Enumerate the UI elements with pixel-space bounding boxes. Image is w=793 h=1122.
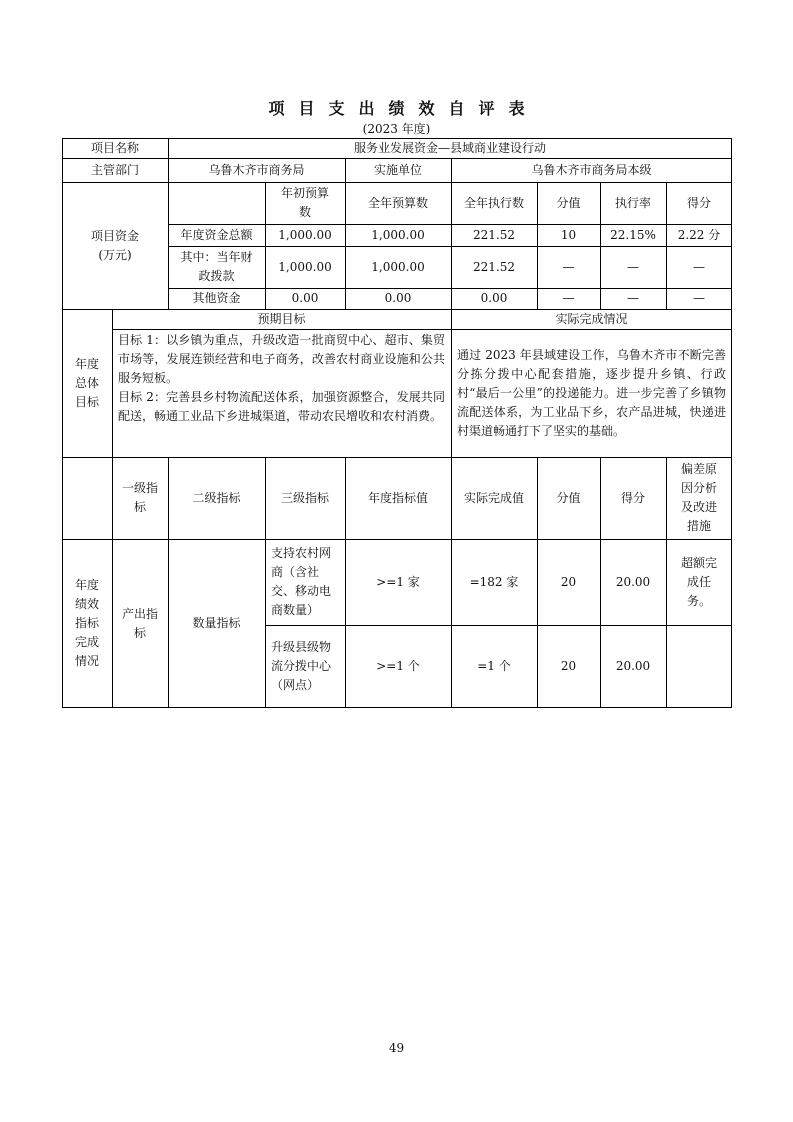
funds-row-fiscal-initial: 1,000.00 (278, 259, 332, 274)
grid-line (265, 457, 266, 708)
funds-unit-text: (万元) (98, 247, 132, 262)
project-name-value: 服务业发展资金—县域商业建设行动 (353, 140, 546, 155)
ind-header-got: 得分 (620, 490, 645, 505)
grid-line (537, 457, 538, 708)
impl-unit-label: 实施单位 (373, 162, 422, 177)
funds-row-other-annual: 0.00 (384, 291, 412, 305)
grid-line (265, 182, 266, 309)
grid-line (62, 457, 732, 458)
funds-row-other-got: — (693, 291, 705, 305)
ind-row2-score: 20 (560, 659, 577, 673)
grid-line (62, 539, 732, 540)
ind-row2-level3: 升级县级物流分拨中心（网点） (271, 640, 332, 692)
funds-label (62, 182, 168, 309)
expected-goal-header: 预期目标 (257, 311, 306, 326)
ind-row2-actual: =1 个 (477, 659, 511, 673)
ind-row1-note: 超额完成任务。 (680, 555, 717, 608)
funds-row-total-initial: 1,000.00 (278, 227, 332, 242)
ind-row2-target: >=1 个 (376, 659, 420, 673)
expected-goal-text (112, 329, 451, 457)
grid-line (265, 625, 732, 626)
funds-row-fiscal-score: — (562, 259, 575, 274)
funds-row-total-got: 2.22 分 (677, 227, 721, 242)
grid-line (666, 457, 667, 708)
page-title: 项目支出绩效自评表 (268, 99, 539, 118)
ind-row1-target: >=1 家 (376, 574, 420, 589)
grid-line (168, 246, 732, 247)
grid-line (451, 158, 452, 309)
ind-row1-got: 20.00 (615, 574, 651, 589)
funds-row-fiscal-label: 其中：当年财政拨款 (180, 250, 253, 283)
ind-row2-note (666, 625, 732, 708)
grid-line (345, 457, 346, 708)
funds-row-total-executed: 221.52 (473, 227, 515, 242)
grid-line (112, 329, 732, 330)
funds-label-text: 项目资金 (90, 228, 139, 243)
ind-level2-value: 数量指标 (192, 616, 241, 630)
grid-line (451, 309, 452, 457)
page-number: 49 (388, 1041, 405, 1055)
funds-row-other-label: 其他资金 (192, 291, 241, 305)
annual-goal-label: 年度总体目标 (74, 356, 99, 409)
ind-row2-got: 20.00 (615, 659, 651, 673)
funds-row-total-annual: 1,000.00 (371, 227, 425, 242)
funds-row-total-label: 年度资金总额 (180, 227, 253, 242)
funds-header-initial: 年初预算数 (280, 186, 329, 219)
dept-value: 乌鲁木齐市商务局 (208, 162, 305, 177)
funds-row-fiscal-rate: — (627, 259, 639, 274)
ind-header-level3: 三级指标 (280, 490, 329, 505)
funds-row-total-score: 10 (560, 227, 577, 242)
ind-header-target: 年度指标值 (367, 490, 428, 505)
funds-header-got: 得分 (686, 195, 711, 210)
funds-header-annual: 全年预算数 (367, 195, 428, 210)
ind-row1-level3: 支持农村网商（含社交、移动电商数量） (271, 546, 332, 617)
grid-line (600, 182, 601, 309)
grid-line (168, 138, 169, 309)
ind-header-level1: 一级指标 (122, 481, 159, 514)
ind-header-actual: 实际完成值 (463, 490, 524, 505)
grid-line (451, 457, 452, 708)
page-subtitle: (2023 年度) (362, 122, 431, 136)
goal-2-text: 目标 2：完善县乡村物流配送体系，加强资源整合，发展共同配送，畅通工业品下乡进城渠道，带动农民增收和农村消费。 (118, 390, 445, 423)
goal-1-text: 目标 1：以乡镇为重点，升级改造一批商贸中心、超市、集贸市场等，发展连锁经营和电子商务，改善农村商业设施和公共服务短板。 (118, 333, 445, 385)
dept-label: 主管部门 (90, 162, 139, 177)
grid-line (537, 182, 538, 309)
funds-row-other-executed: 0.00 (480, 291, 508, 305)
actual-completion-header: 实际完成情况 (555, 311, 628, 326)
ind-row1-score: 20 (560, 574, 577, 589)
grid-line (62, 182, 732, 183)
funds-header-executed: 全年执行数 (463, 195, 524, 210)
grid-line (168, 288, 732, 289)
actual-text: 通过 2023 年县域建设工作，乌鲁木齐市不断完善分拣分拨中心配套措施，逐步提升乡镇、行政村“最后一公里”的投递能力。进一步完善了乡镇物流配送体系，为工业品下乡，农产品进城，快递进村渠道畅通打下了坚实的基础。 (457, 347, 726, 438)
grid-line (168, 224, 732, 225)
ind-header-score: 分值 (556, 490, 581, 505)
project-name-label: 项目名称 (90, 140, 139, 155)
ind-row1-actual: =182 家 (469, 574, 519, 589)
funds-row-other-rate: — (627, 291, 639, 305)
impl-unit-value: 乌鲁木齐市商务局本级 (531, 162, 652, 177)
grid-line (666, 182, 667, 309)
grid-line (345, 158, 346, 309)
ind-header-level2: 二级指标 (192, 490, 241, 505)
grid-line (112, 309, 113, 708)
funds-header-rate: 执行率 (614, 195, 651, 210)
grid-line (62, 158, 732, 159)
funds-row-total-rate: 22.15% (610, 227, 656, 242)
indicator-section-label: 年度绩效指标完成情况 (74, 578, 99, 668)
funds-row-fiscal-got: — (693, 259, 705, 274)
grid-line (168, 457, 169, 708)
actual-completion-text (451, 329, 732, 457)
grid-line (600, 457, 601, 708)
grid-line (62, 309, 732, 310)
funds-row-other-initial: 0.00 (291, 291, 319, 305)
funds-row-fiscal-executed: 221.52 (473, 259, 515, 274)
ind-header-note: 偏差原因分析及改进措施 (680, 462, 717, 533)
funds-header-score-value: 分值 (556, 195, 581, 210)
funds-row-other-score: — (562, 291, 575, 305)
funds-row-fiscal-annual: 1,000.00 (371, 259, 425, 274)
ind-level1-value: 产出指标 (122, 606, 159, 640)
